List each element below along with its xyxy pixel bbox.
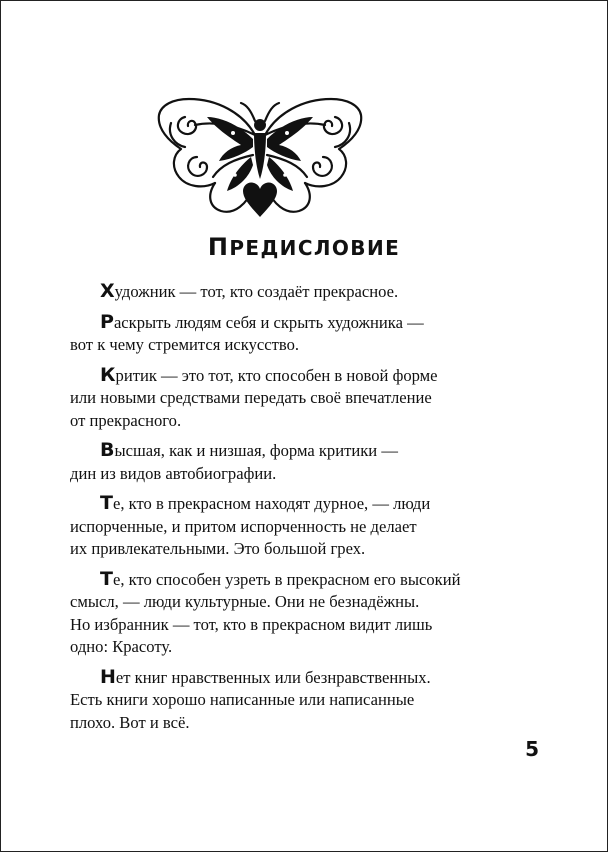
- paragraph: [70, 666, 490, 735]
- paragraph-line: вот к чему стремится искусство.: [70, 335, 300, 354]
- paragraph: [70, 439, 490, 485]
- paragraph-line: е, кто в прекрасном находят дурное, — люди: [112, 494, 431, 513]
- page-number: 5: [525, 737, 539, 761]
- page-title-cap: П: [207, 233, 230, 261]
- paragraph-line: Но избранник — тот, кто в прекрасном видит лишь: [70, 614, 433, 634]
- preface-text: [70, 280, 490, 741]
- paragraph-line: аскрыть людям себя и скрыть художника —: [113, 312, 424, 332]
- paragraph-line: одно: Красоту.: [70, 637, 173, 656]
- drop-cap: Т: [100, 567, 113, 590]
- paragraph-line: ет книг нравственных или безнравственных.: [115, 667, 431, 687]
- butterfly-icon: [155, 95, 365, 219]
- paragraph-line: ритик — это тот, кто способен в новой форме: [115, 365, 438, 385]
- page-title-rest: РЕДИСЛОВИЕ: [229, 236, 401, 260]
- paragraph-line: от прекрасного.: [70, 410, 182, 430]
- paragraph-line: ысшая, как и низшая, форма критики —: [114, 441, 398, 460]
- paragraph-line: испорченные, и притом испорченность не делает: [70, 516, 417, 536]
- drop-cap: Р: [100, 310, 114, 333]
- drop-cap: Т: [100, 492, 113, 514]
- paragraph: [70, 492, 490, 561]
- drop-cap: К: [100, 363, 116, 386]
- paragraph-line: их привлекательными. Это большой грех.: [70, 539, 366, 558]
- paragraph-line: плохо. Вот и всё.: [70, 712, 190, 732]
- paragraph-line: дин из видов автобиографии.: [70, 463, 277, 483]
- paragraph: [70, 364, 490, 433]
- paragraph: [70, 568, 490, 659]
- paragraph: [70, 280, 490, 304]
- drop-cap: Н: [100, 665, 116, 688]
- paragraph-line: е, кто способен узреть в прекрасном его высокий: [112, 569, 461, 589]
- drop-cap: В: [100, 439, 115, 461]
- paragraph: [70, 311, 490, 357]
- page-title: [1, 233, 607, 261]
- drop-cap: Х: [100, 280, 115, 302]
- paragraph-line: Есть книги хорошо написанные или написанные: [70, 690, 415, 709]
- paragraph-line: удожник — тот, кто создаёт прекрасное.: [114, 282, 399, 301]
- paragraph-line: смысл, — люди культурные. Они не безнадёжны.: [70, 592, 420, 611]
- paragraph-line: или новыми средствами передать своё впечатление: [70, 388, 432, 407]
